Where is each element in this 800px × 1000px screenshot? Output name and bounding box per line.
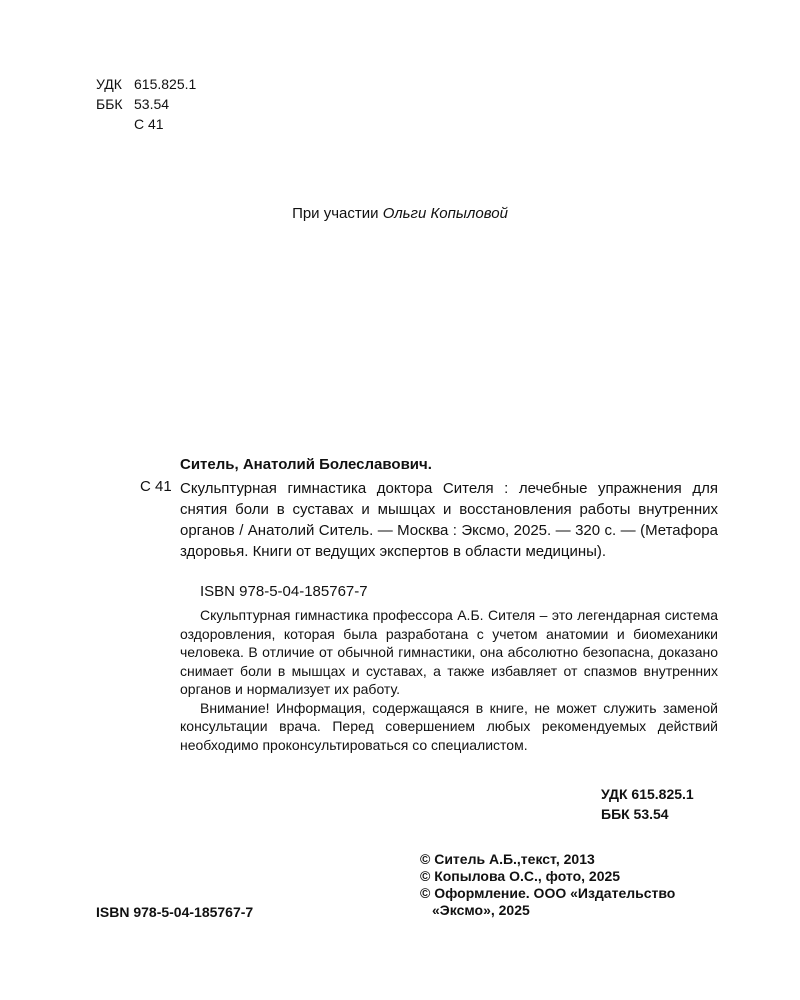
catalog-author-heading: Ситель, Анатолий Болеславович. xyxy=(180,456,432,473)
annotation xyxy=(180,606,718,754)
copyright-line: © Оформление. ООО «Издательство xyxy=(420,885,676,901)
annotation-paragraph: Скульптурная гимнастика профессора А.Б. Сителя – это легендарная система оздоровления, которая была разработана с учетом анатомии и биомеханики человека. В отличие от обычной гимнастики, она абсолютно безопасна, доказано снимает боли в мышцах и суставах, а также избавляет от спазмов внутренних органов и нормализует их работу. xyxy=(180,607,718,697)
udk-label: УДК xyxy=(96,76,122,92)
copyright-line: «Эксмо», 2025 xyxy=(432,902,530,918)
participation-prefix: При участии xyxy=(292,205,379,222)
bottom-classification-codes xyxy=(601,784,694,824)
bbk-value: 53.54 xyxy=(134,96,170,112)
author-mark: С 41 xyxy=(134,116,164,132)
annotation-warning: Внимание! Информация, содержащаяся в книге, не может служить заменой консультации врача. Перед совершением любых рекомендуемых действий необходимо проконсультироваться со специалистом. xyxy=(180,699,718,753)
catalog-isbn: ISBN 978-5-04-185767-7 xyxy=(200,583,368,600)
udk-value: 615.825.1 xyxy=(134,76,197,92)
catalog-author-mark: С 41 xyxy=(140,478,172,495)
footer-isbn: ISBN 978-5-04-185767-7 xyxy=(96,904,254,920)
copyright-block xyxy=(420,851,675,919)
copyright-line: © Ситель А.Б.,текст, 2013 xyxy=(420,851,595,867)
bottom-bbk: ББК 53.54 xyxy=(601,806,669,822)
bottom-udk: УДК 615.825.1 xyxy=(601,786,694,802)
classification-codes xyxy=(96,74,196,134)
participation-name: Ольги Копыловой xyxy=(382,205,508,222)
participation-credit xyxy=(0,205,800,222)
copyright-line: © Копылова О.С., фото, 2025 xyxy=(420,868,621,884)
bbk-label: ББК xyxy=(96,96,123,112)
catalog-description: Скульптурная гимнастика доктора Сителя : лечебные упражнения для снятия боли в суставах и мышцах и восстановления работы внутренних органов / Анатолий Ситель. — Москва : Эксмо, 2025. — 320 с. — (Метафора здоровья. Книги от ведущих экспертов в области медицины). xyxy=(180,480,718,560)
